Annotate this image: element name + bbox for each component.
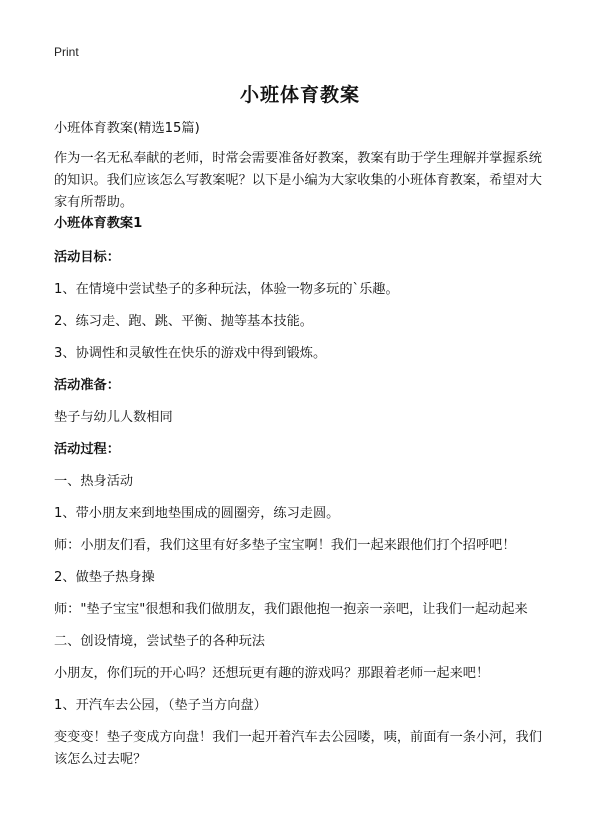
process-item: 变变变！垫子变成方向盘！我们一起开着汽车去公园喽，咦，前面有一条小河，我们该怎么过去呢？: [54, 730, 542, 767]
process-item: 一、热身活动: [54, 474, 134, 489]
goal-item: 3、协调性和灵敏性在快乐的游戏中得到锻炼。: [54, 346, 327, 361]
prep-heading: 活动准备：: [54, 378, 120, 393]
page-title: 小班体育教案: [239, 84, 360, 106]
intro-paragraph: 作为一名无私奉献的老师，时常会需要准备好教案，教案有助于学生理解并掌握系统的知识。我们应该怎么写教案呢？以下是小编为大家收集的小班体育教案，希望对大家有所帮助。: [54, 151, 542, 210]
goal-heading: 活动目标：: [54, 250, 120, 265]
subtitle: 小班体育教案(精选15篇): [54, 121, 200, 136]
process-item: 1、带小朋友来到地垫围成的圆圈旁，练习走圆。: [54, 506, 340, 521]
process-item: 小朋友，你们玩的开心吗？还想玩更有趣的游戏吗？那跟着老师一起来吧！: [54, 666, 490, 681]
goal-item: 1、在情境中尝试垫子的多种玩法，体验一物多玩的`乐趣。: [54, 282, 399, 297]
process-item: 师："垫子宝宝"很想和我们做朋友，我们跟他抱一抱亲一亲吧，让我们一起动起来: [54, 602, 528, 617]
process-item: 师：小朋友们看，我们这里有好多垫子宝宝啊！我们一起来跟他们打个招呼吧！: [54, 538, 516, 553]
prep-text: 垫子与幼儿人数相同: [54, 410, 173, 425]
section-heading: 小班体育教案1: [54, 216, 143, 231]
process-item: 二、创设情境，尝试垫子的各种玩法: [54, 634, 265, 649]
goal-item: 2、练习走、跑、跳、平衡、抛等基本技能。: [54, 314, 313, 329]
process-heading: 活动过程：: [54, 442, 120, 457]
process-item: 2、做垫子热身操: [54, 570, 155, 585]
process-item: 1、开汽车去公园，（垫子当方向盘）: [54, 698, 267, 713]
print-link[interactable]: Print: [54, 45, 79, 59]
